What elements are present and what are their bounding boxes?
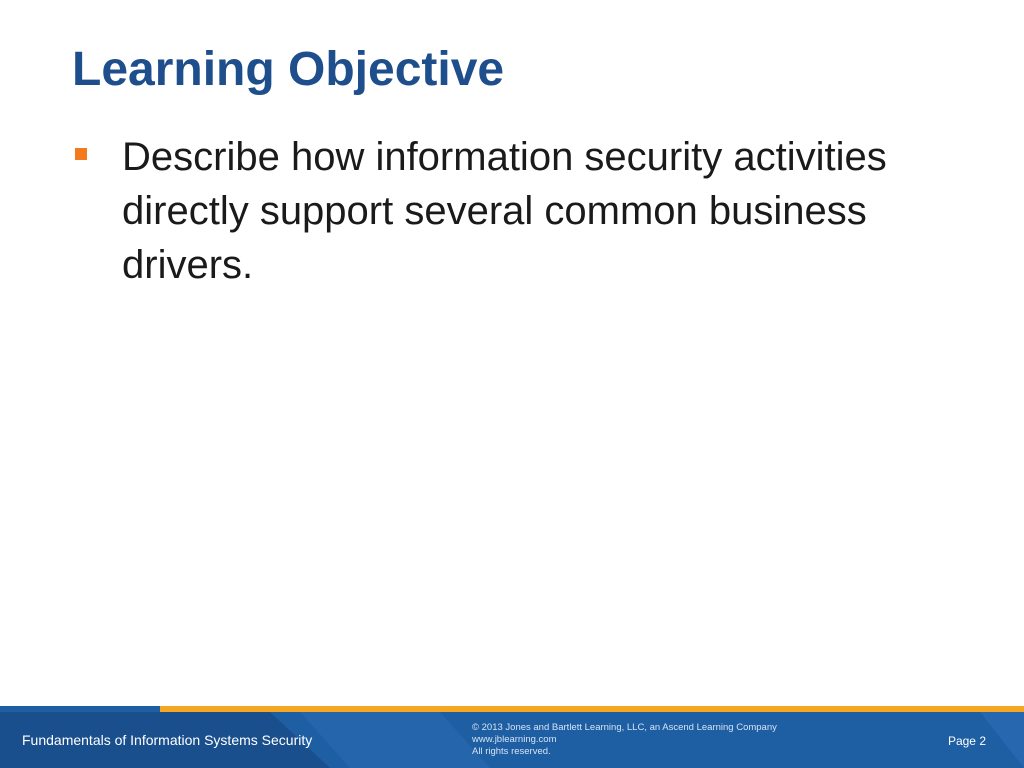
bullet-list [72,130,992,292]
square-bullet-icon [75,148,87,160]
footer-bar [0,706,1024,768]
rights-line: All rights reserved. [472,746,551,757]
slide-title: Learning Objective [72,43,505,96]
bullet-item [72,130,992,292]
website-link[interactable]: www.jblearning.com [472,734,557,745]
copyright-line: © 2013 Jones and Bartlett Learning, LLC, an Ascend Learning Company [472,722,777,733]
footer-course-title: Fundamentals of Information Systems Security [22,732,313,748]
bullet-text: Describe how information security activities directly support several common business drivers. [122,135,887,287]
footer-copyright [472,722,777,758]
page-number: Page 2 [947,734,986,748]
